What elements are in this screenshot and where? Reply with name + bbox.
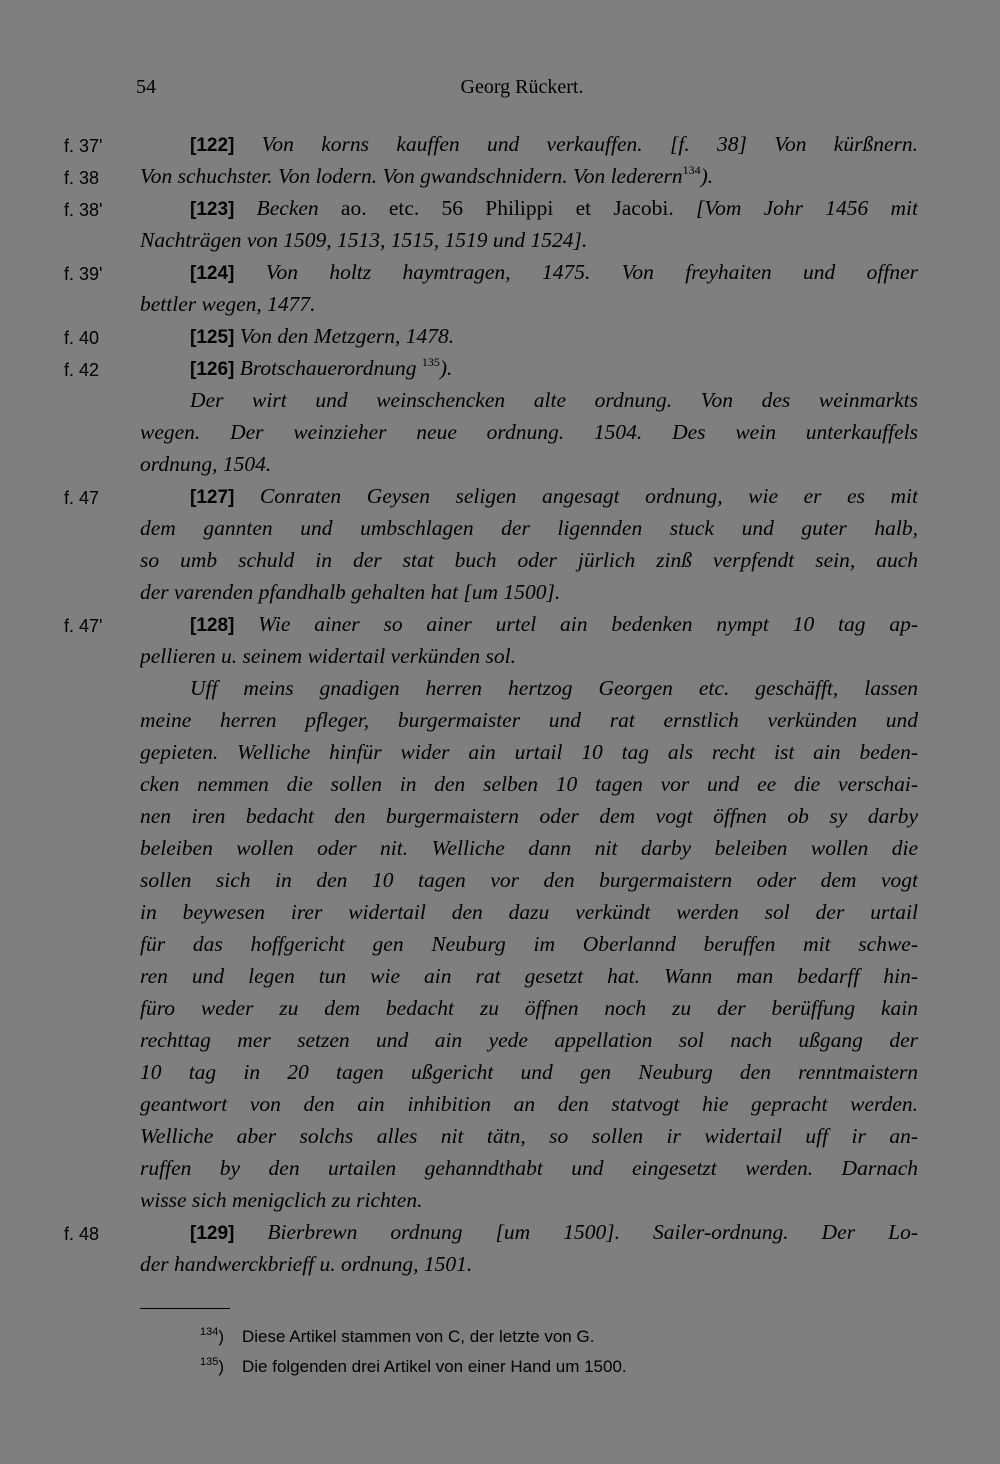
text-span: Der wirt und weinschencken alte ordnung. Von des weinmarkts [190, 388, 918, 412]
text-span: für das hoffgericht gen Neuburg im Oberlannd beruffen mit schwe- [140, 932, 918, 956]
text-span: so umb schuld in der stat buch oder jürlich zinß verpfendt sein, auch [140, 548, 918, 572]
text-line [0, 352, 1000, 384]
text-line [0, 960, 1000, 992]
text-span: in beywesen irer widertail den dazu verkündt werden sol der urtail [140, 900, 918, 924]
page-body [0, 128, 1000, 1280]
text-span: Conraten Geysen seligen angesagt ordnung, wie er es mit [234, 484, 918, 508]
text-span: 10 tag in 20 tagen ußgericht und gen Neuburg den renntmaistern [140, 1060, 918, 1084]
line-text [190, 256, 918, 290]
text-span: cken nemmen die sollen in den selben 10 tagen vor und ee die verschai- [140, 772, 918, 796]
line-text [140, 1184, 918, 1216]
line-text [140, 960, 918, 992]
text-span: Nachträgen von 1509, 1513, 1515, 1519 und 1524]. [140, 228, 588, 252]
text-line [0, 672, 1000, 704]
text-span: [Vom Johr 1456 mit [695, 196, 918, 220]
line-text [140, 224, 918, 256]
line-text [140, 288, 918, 320]
text-span: Becken [234, 196, 319, 220]
text-line [0, 1184, 1000, 1216]
line-text [140, 896, 918, 928]
text-span: Uff meins gnadigen herren hertzog Georgen etc. geschäfft, lassen [190, 676, 918, 700]
line-text [140, 512, 918, 544]
footnote-text: Die folgenden drei Artikel von einer Hand um 1500. [242, 1357, 627, 1376]
text-span: der handwerckbrieff u. ordnung, 1501. [140, 1252, 473, 1276]
text-line [0, 288, 1000, 320]
text-line [0, 1120, 1000, 1152]
line-text [140, 736, 918, 768]
line-text [140, 160, 918, 192]
footnote-text: Diese Artikel stammen von C, der letzte von G. [242, 1327, 595, 1346]
text-span: wisse sich menigclich zu richten. [140, 1188, 423, 1212]
text-span: geantwort von den ain inhibition an den statvogt hie gepracht werden. [140, 1092, 918, 1116]
text-line [0, 128, 1000, 160]
text-line [0, 320, 1000, 352]
page-number: 54 [136, 76, 156, 98]
text-span: dem gannten und umbschlagen der ligennden stuck und guter halb, [140, 516, 918, 540]
folio-reference: f. 47' [64, 616, 103, 636]
text-span: sollen sich in den 10 tagen vor den burgermaistern oder dem vogt [140, 868, 918, 892]
text-span: Von den Metzgern, 1478. [234, 324, 455, 348]
text-line [0, 480, 1000, 512]
line-text [140, 1088, 918, 1120]
text-line [0, 704, 1000, 736]
text-span: beleiben wollen oder nit. Welliche dann nit darby beleiben wollen die [140, 836, 918, 860]
text-line [0, 544, 1000, 576]
footnote-reference: 134 [682, 163, 701, 177]
line-text [140, 832, 918, 864]
text-line [0, 608, 1000, 640]
line-text [140, 992, 918, 1024]
text-span: ). [700, 164, 714, 188]
line-text [190, 608, 918, 642]
footnote [0, 1352, 1000, 1382]
line-text [140, 1024, 918, 1056]
text-line [0, 1024, 1000, 1056]
folio-reference: f. 38 [64, 168, 100, 188]
text-span: ordnung, 1504. [140, 452, 272, 476]
article-number: [125] [190, 327, 235, 348]
line-text [190, 672, 918, 704]
line-text [140, 1056, 918, 1088]
line-text [190, 192, 918, 226]
text-span: wegen. Der weinzieher neue ordnung. 1504. Des wein unterkauffels [140, 420, 918, 444]
text-span: ruffen by den urtailen gehanndthabt und eingesetzt werden. Darnach [140, 1156, 918, 1180]
line-text [140, 928, 918, 960]
text-line [0, 576, 1000, 608]
text-line [0, 640, 1000, 672]
text-line [0, 160, 1000, 192]
text-line [0, 1248, 1000, 1280]
folio-reference: f. 40 [64, 328, 100, 348]
text-line [0, 1152, 1000, 1184]
line-text [140, 1248, 918, 1280]
text-line [0, 896, 1000, 928]
line-text [140, 448, 918, 480]
text-line [0, 736, 1000, 768]
text-line [0, 192, 1000, 224]
footnote [0, 1322, 1000, 1352]
article-number: [124] [190, 263, 235, 284]
folio-reference: f. 37' [64, 136, 103, 156]
folio-reference: f. 38' [64, 200, 103, 220]
line-text [190, 352, 918, 386]
article-number: [127] [190, 487, 235, 508]
footnote-rule [140, 1308, 230, 1309]
text-line [0, 800, 1000, 832]
text-line [0, 928, 1000, 960]
text-span: der varenden pfandhalb gehalten hat [um 1500]. [140, 580, 561, 604]
text-span: Brotschauerordnung [234, 356, 422, 380]
footnote-number: 135 [200, 1356, 219, 1368]
text-line [0, 768, 1000, 800]
text-span: Welliche aber solchs alles nit tätn, so sollen ir widertail uff ir an- [140, 1124, 918, 1148]
footnote-reference: 135 [421, 355, 440, 369]
footnote-mark: $^{134}$) [200, 1326, 225, 1346]
line-text [140, 704, 918, 736]
text-span: Bierbrewn ordnung [um 1500]. Sailer-ordnung. Der Lo- [234, 1220, 918, 1244]
article-number: [128] [190, 615, 235, 636]
text-span: nen iren bedacht den burgermaistern oder dem vogt öffnen ob sy darby [140, 804, 918, 828]
text-span: gepieten. Welliche hinfür wider ain urtail 10 tag als recht ist ain beden- [140, 740, 918, 764]
text-span: ren und legen tun wie ain rat gesetzt hat. Wann man bedarff hin- [140, 964, 918, 988]
text-span: bettler wegen, 1477. [140, 292, 316, 316]
text-span: meine herren pfleger, burgermaister und rat ernstlich verkünden und [140, 708, 918, 732]
line-text [190, 480, 918, 514]
folio-reference: f. 47 [64, 488, 100, 508]
text-span: ). [439, 356, 453, 380]
footnotes [0, 1322, 1000, 1382]
line-text [190, 320, 918, 354]
line-text [190, 128, 918, 162]
line-text [140, 544, 918, 576]
text-line [0, 832, 1000, 864]
text-span: Von korns kauffen und verkauffen. [f. 38] Von kürßnern. [234, 132, 918, 156]
text-span: füro weder zu dem bedacht zu öffnen noch zu der berüffung kain [140, 996, 918, 1020]
text-line [0, 448, 1000, 480]
text-span: Wie ainer so ainer urtel ain bedenken nympt 10 tag ap- [234, 612, 918, 636]
article-number: [123] [190, 199, 235, 220]
line-text [140, 576, 918, 608]
line-text [140, 416, 918, 448]
line-text [140, 1120, 918, 1152]
line-text [190, 1216, 918, 1250]
running-head: Georg Rückert. [460, 76, 584, 98]
folio-reference: f. 39' [64, 264, 103, 284]
folio-reference: f. 48 [64, 1224, 100, 1244]
article-number: [122] [190, 135, 235, 156]
article-number: [126] [190, 359, 235, 380]
page-header [0, 76, 1000, 102]
folio-reference: f. 42 [64, 360, 100, 380]
text-span: ao. etc. 56 Philippi et Jacobi. [318, 196, 696, 220]
text-span: pellieren u. seinem widertail verkünden sol. [140, 644, 516, 668]
text-span: Von holtz haymtragen, 1475. Von freyhaiten und offner [234, 260, 918, 284]
text-line [0, 224, 1000, 256]
line-text [190, 384, 918, 416]
line-text [140, 640, 918, 672]
text-line [0, 512, 1000, 544]
text-span: Von schuchster. Von lodern. Von gwandschnidern. Von lederern [140, 164, 683, 188]
text-line [0, 1216, 1000, 1248]
line-text [140, 864, 918, 896]
line-text [140, 800, 918, 832]
text-line [0, 1088, 1000, 1120]
text-line [0, 1056, 1000, 1088]
text-line [0, 992, 1000, 1024]
article-number: [129] [190, 1223, 235, 1244]
text-line [0, 256, 1000, 288]
text-span: rechttag mer setzen und ain yede appellation sol nach ußgang der [140, 1028, 918, 1052]
footnote-mark: $^{135}$) [200, 1356, 225, 1376]
text-line [0, 864, 1000, 896]
line-text [140, 1152, 918, 1184]
text-line [0, 384, 1000, 416]
footnote-number: 134 [200, 1326, 219, 1338]
text-line [0, 416, 1000, 448]
line-text [140, 768, 918, 800]
